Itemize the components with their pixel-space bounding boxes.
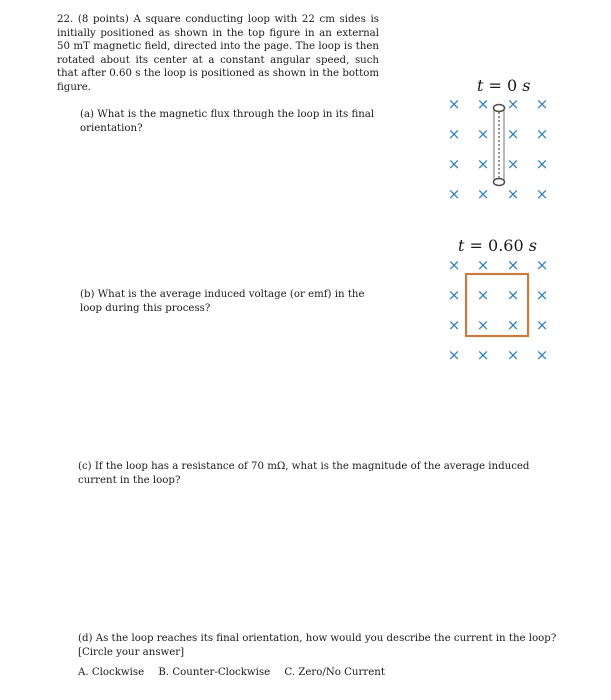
question-b: (b) What is the average induced voltage (or emf) in the loop during this process? — [80, 289, 365, 314]
field-x-icon: × — [447, 125, 461, 143]
loop-edge-on — [494, 105, 505, 186]
field-x-icon: × — [506, 125, 520, 143]
field-x-icon: × — [476, 95, 490, 113]
question-a: (a) What is the magnetic flux through the loop in its final orientation? — [80, 109, 375, 134]
field-x-icon: × — [535, 346, 549, 363]
field-x-icon: × — [535, 286, 549, 304]
choice-clockwise[interactable]: A. Clockwise — [78, 667, 145, 678]
answer-choices — [78, 667, 396, 678]
time-equals-top: = — [483, 76, 508, 95]
field-x-icon: × — [476, 316, 490, 334]
field-x-icon: × — [476, 125, 490, 143]
field-x-icon: × — [535, 125, 549, 143]
field-x-icon: × — [447, 286, 461, 304]
figure-top-initial — [438, 92, 556, 202]
field-x-icon: × — [447, 95, 461, 113]
field-x-icon: × — [447, 155, 461, 173]
field-x-icon: × — [506, 286, 520, 304]
problem-points: (8 points) — [77, 14, 129, 25]
field-x-icon: × — [506, 256, 520, 274]
field-x-icon: × — [447, 256, 461, 274]
time-var-bottom: t — [458, 236, 465, 255]
field-x-icon: × — [447, 346, 461, 363]
field-x-icon: × — [447, 185, 461, 202]
time-unit-top: s — [517, 76, 531, 95]
field-x-icon: × — [447, 316, 461, 334]
field-x-icon: × — [476, 346, 490, 363]
field-x-marks-bottom — [448, 256, 549, 363]
field-x-icon: × — [476, 286, 490, 304]
field-x-icon: × — [476, 155, 490, 173]
time-value-top: 0 — [507, 76, 518, 95]
field-x-icon: × — [535, 155, 549, 173]
time-var-top: t — [477, 76, 484, 95]
field-x-icon: × — [506, 185, 520, 202]
problem-description: A square conducting loop with 22 cm sides is initially positioned as shown in the top figure in an external 50 mT magnetic field, directed into the page. The loop is then rotated about its center at a constant angular speed, such that after 0.60 s the loop is positioned as shown in the bottom figure. — [57, 14, 379, 93]
field-x-icon: × — [506, 346, 520, 363]
field-x-icon: × — [535, 316, 549, 334]
choice-counter-clockwise[interactable]: B. Counter-Clockwise — [158, 667, 271, 678]
field-x-icon: × — [535, 185, 549, 202]
field-x-icon: × — [506, 155, 520, 173]
field-x-icon: × — [476, 185, 490, 202]
problem-number: 22. — [57, 14, 74, 25]
field-x-icon: × — [506, 316, 520, 334]
time-value-bottom: 0.60 — [488, 236, 524, 255]
choice-zero-current[interactable]: C. Zero/No Current — [284, 667, 385, 678]
field-x-icon: × — [476, 256, 490, 274]
time-unit-bottom: s — [523, 236, 537, 255]
field-x-icon: × — [535, 256, 549, 274]
figure-bottom-final — [438, 253, 556, 363]
field-x-icon: × — [506, 95, 520, 113]
problem-statement — [57, 13, 379, 95]
field-x-icon: × — [535, 95, 549, 113]
question-c: (c) If the loop has a resistance of 70 mΩ, what is the magnitude of the average induced current in the loop? — [78, 461, 530, 486]
time-equals-bottom: = — [464, 236, 489, 255]
question-d: (d) As the loop reaches its final orientation, how would you describe the current in the loop? [Circle your answer] — [78, 633, 557, 658]
